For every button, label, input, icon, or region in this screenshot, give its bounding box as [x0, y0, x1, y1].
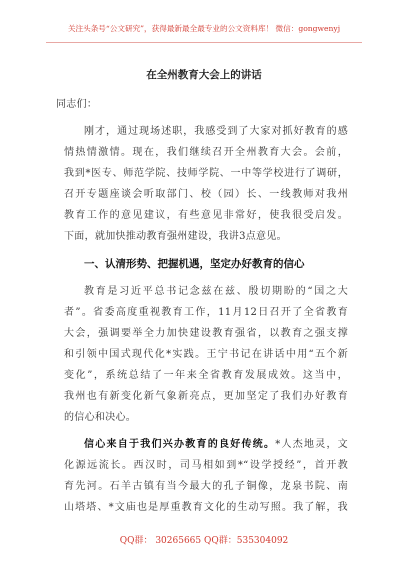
paragraph-line: 召开专题座谈会听取部门、校（园）长、一线教师对我州	[64, 189, 348, 200]
paragraph-line: 下面，就加快推动教育强州建设，我讲3点意见。	[64, 231, 287, 242]
paragraph-3	[64, 434, 348, 518]
paragraph-line: 变化”，系统总结了一年来全省教育发展成效。这当中，	[64, 370, 348, 381]
paragraph-line: 情热情激情。现在，我们继续召开全州教育大会。会前，	[64, 147, 348, 158]
paragraph-line: 教育工作的意见建议，有些意见非常好，使我很受启发。	[64, 210, 348, 221]
paragraph-line-rest: *人杰地灵，文	[275, 439, 348, 450]
paragraph-line: 的信心和决心。	[64, 412, 137, 423]
header-divider	[46, 42, 362, 43]
paragraph-2	[64, 281, 348, 428]
paragraph-line	[64, 434, 348, 455]
paragraph-line: 教育是习近平总书记念兹在兹、殷切期盼的“国之大	[84, 286, 348, 297]
paragraph-line: 我到*医专、师范学院、技师学院、一中等学校进行了调研，	[64, 168, 348, 179]
paragraph-line: 我州也有新变化新气象新亮点，更加坚定了我们办好教育	[64, 391, 348, 402]
document-body	[56, 94, 348, 518]
section-1-heading: 一、认清形势、把握机遇，坚定办好教育的信心	[84, 258, 305, 270]
salutation: 同志们：	[56, 99, 98, 110]
paragraph-line: 大会，强调要举全力加快建设教育强省，以教育之强支撑	[64, 328, 348, 339]
paragraph-line: 化源远流长。西汉时，司马相如到*“设学授经”，首开教	[64, 460, 348, 471]
paragraph-line: 和引领中国式现代化*实践。王宁书记在讲话中用“五个新	[64, 349, 348, 360]
paragraph-line: 山塔塔、*文庙也是厚重教育文化的生动写照。我了解，我	[64, 502, 348, 513]
footer-contact: QQ群： 30265665 QQ群：535304092	[119, 536, 289, 546]
header-notice: 关注头条号“公文研究”，获得最新最全最专业的公文资料库！ 微信：gongwenyj	[67, 24, 341, 33]
paragraph-line: 育先河。石羊古镇有当今最大的孔子铜像，龙泉书院、南	[64, 481, 348, 492]
document-title: 在全州教育大会上的讲话	[146, 69, 262, 81]
paragraph-lead-sentence: 信心来自于我们兴办教育的良好传统。	[84, 439, 276, 450]
paragraph-1	[64, 121, 348, 247]
paragraph-line: 刚才，通过现场述职，我感受到了大家对抓好教育的感	[84, 126, 348, 137]
paragraph-line: 者”。省委高度重视教育工作，11月12日召开了全省教育	[64, 307, 348, 318]
